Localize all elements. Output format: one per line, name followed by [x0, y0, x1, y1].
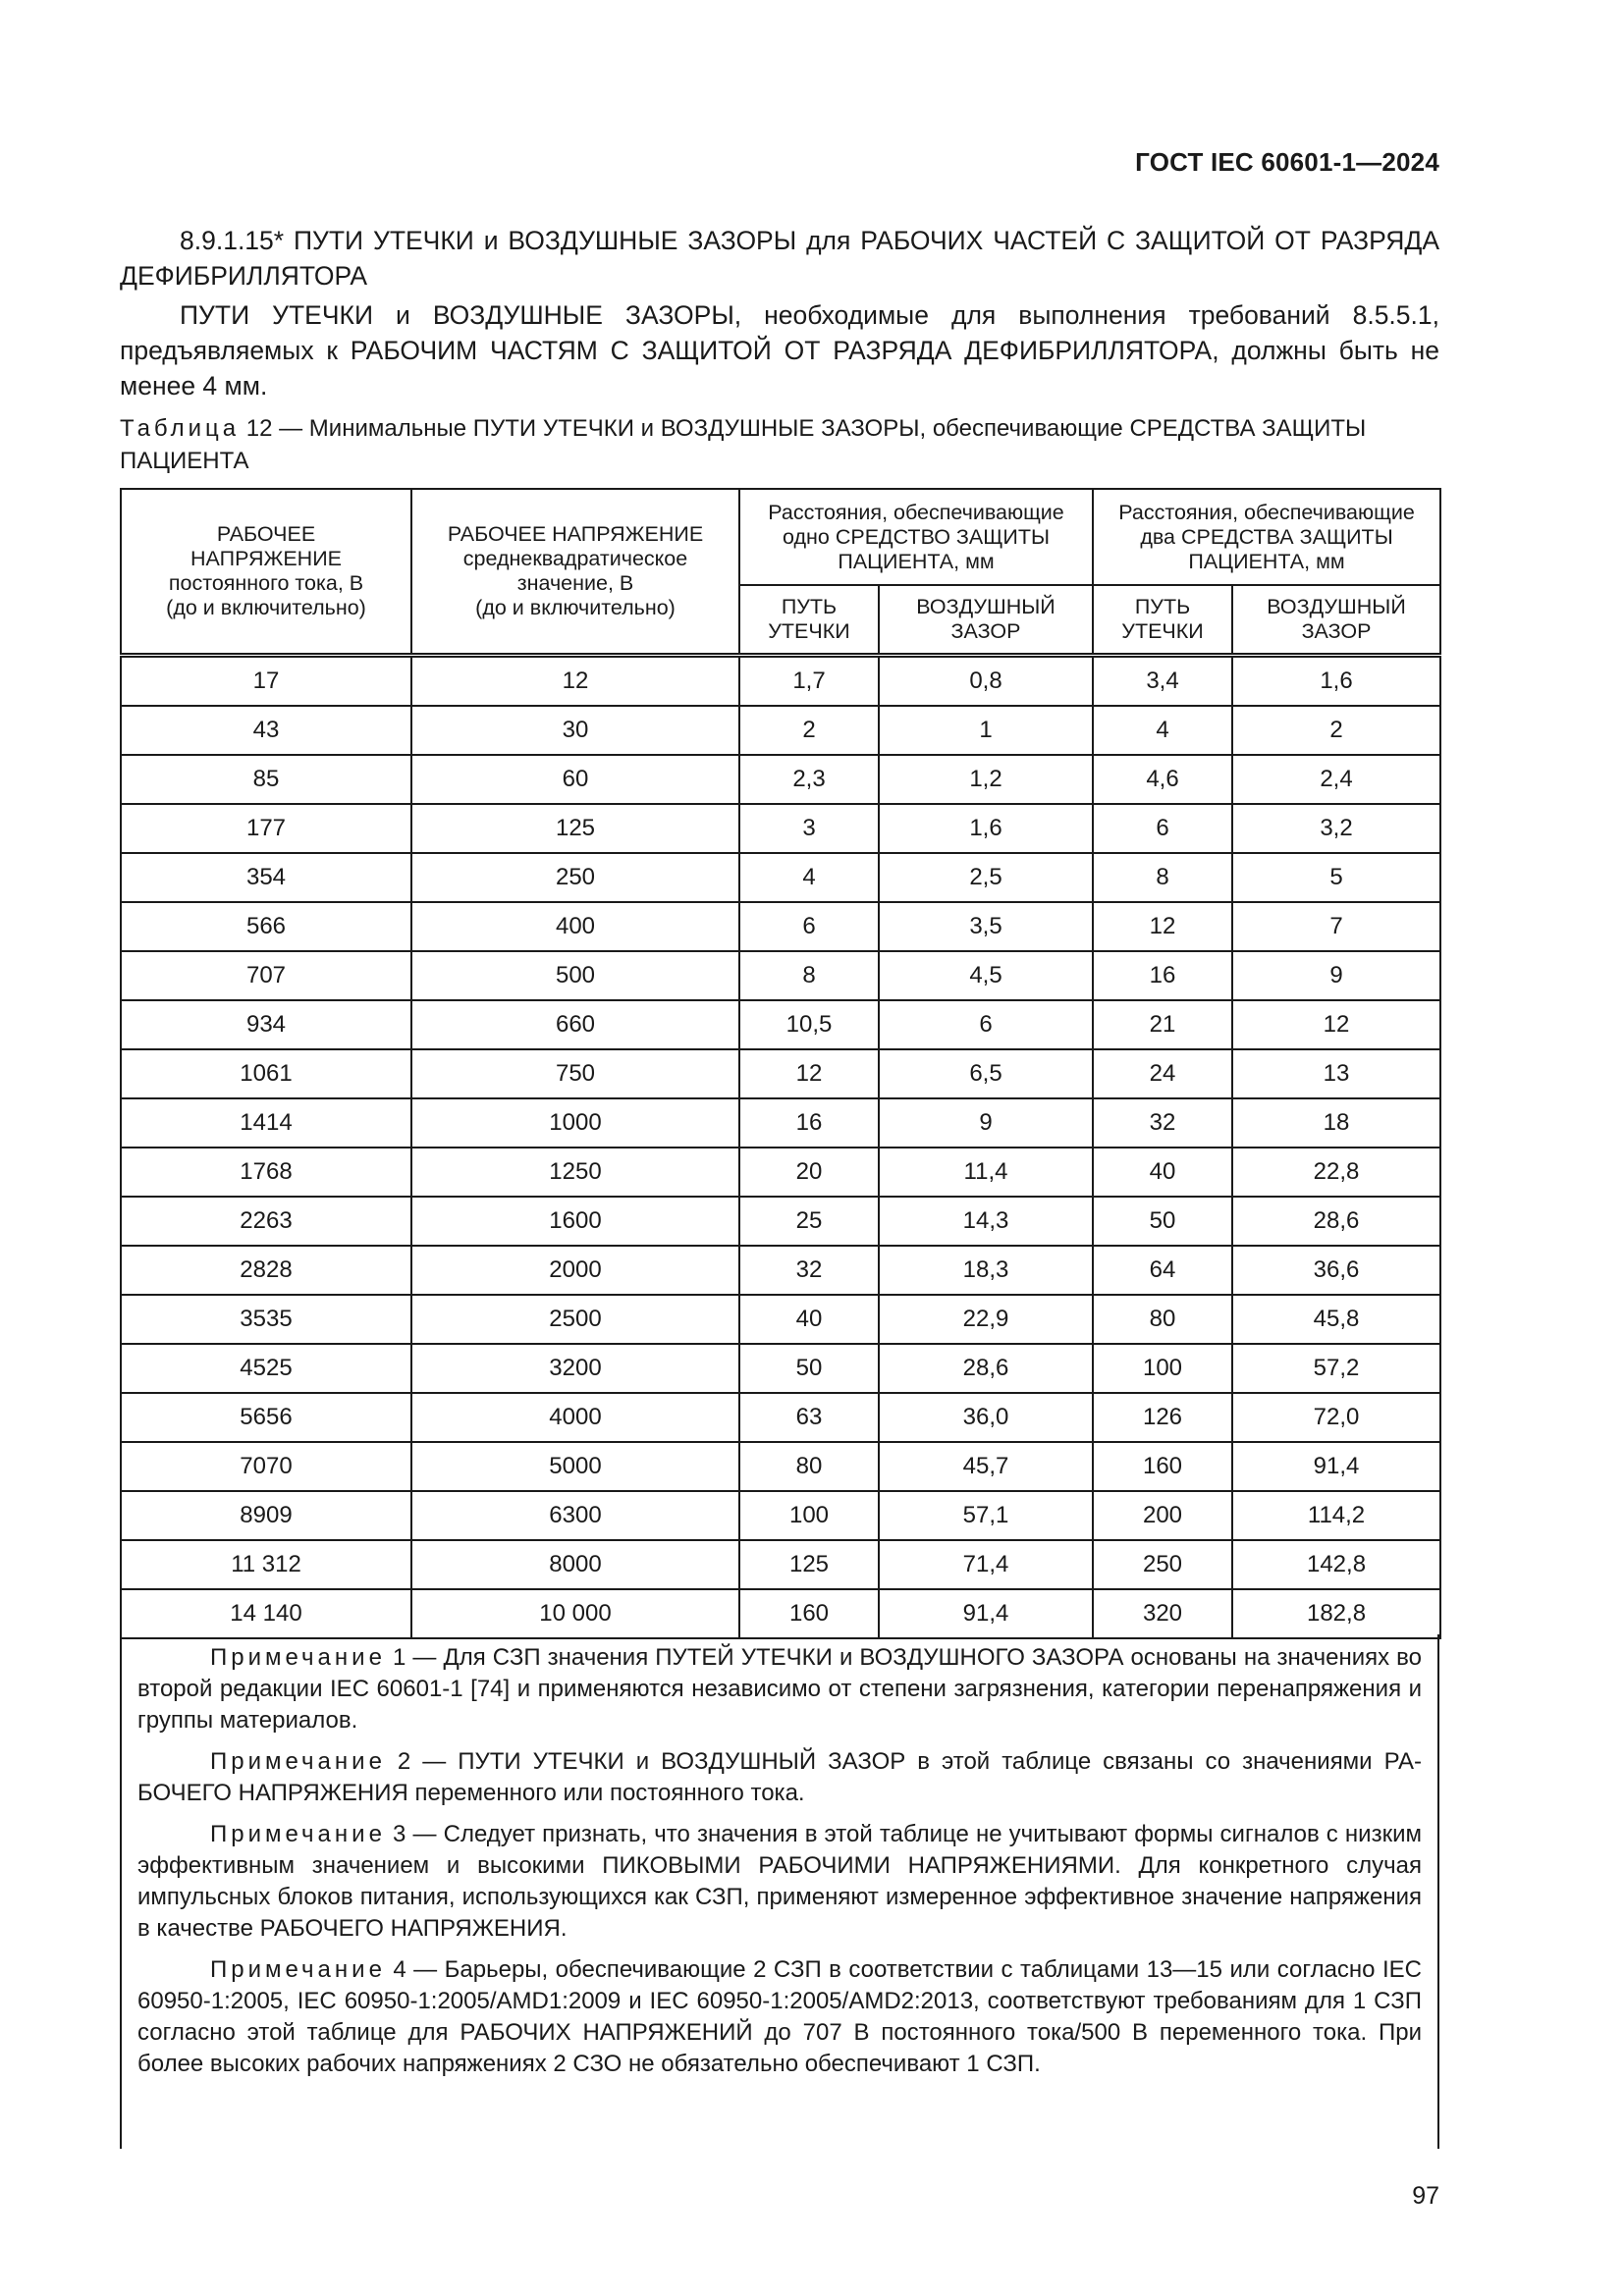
header-dc-voltage: РАБОЧЕЕ НАПРЯЖЕНИЕ постоянного тока, В (до и включительно) — [121, 489, 411, 656]
table-cell: 2,5 — [879, 853, 1093, 902]
table-cell: 22,9 — [879, 1295, 1093, 1344]
table-cell: 10,5 — [739, 1000, 879, 1049]
section-heading: 8.9.1.15* ПУТИ УТЕЧКИ и ВОЗДУШНЫЕ ЗАЗОРЫ для РАБОЧИХ ЧАСТЕЙ С ЗАЩИТОЙ ОТ РАЗРЯДА ДЕФИБРИЛЛЯТОРА — [120, 226, 1439, 291]
table-cell: 16 — [1093, 951, 1232, 1000]
table-cell: 2,3 — [739, 755, 879, 804]
table-cell: 11 312 — [121, 1540, 411, 1589]
page-number: 97 — [1412, 2182, 1439, 2210]
table-cell: 6 — [739, 902, 879, 951]
table-cell: 8909 — [121, 1491, 411, 1540]
table-cell: 6 — [879, 1000, 1093, 1049]
table-cell: 160 — [1093, 1442, 1232, 1491]
table-cell: 17 — [121, 656, 411, 707]
table-cell: 200 — [1093, 1491, 1232, 1540]
table-cell: 320 — [1093, 1589, 1232, 1638]
table-cell: 160 — [739, 1589, 879, 1638]
table-cell: 11,4 — [879, 1148, 1093, 1197]
table-cell: 707 — [121, 951, 411, 1000]
table-cell: 5000 — [411, 1442, 739, 1491]
table-row — [121, 1148, 1440, 1197]
table-row — [121, 1295, 1440, 1344]
table-cell: 40 — [739, 1295, 879, 1344]
table-cell: 5 — [1232, 853, 1440, 902]
table-cell: 2828 — [121, 1246, 411, 1295]
table-cell: 80 — [1093, 1295, 1232, 1344]
header-one-mopp: Расстояния, обеспечивающие одно СРЕДСТВО ЗАЩИТЫ ПАЦИЕНТА, мм — [739, 489, 1093, 585]
note-4: Примечание 4 — Барьеры, обеспечивающие 2 СЗП в соответствии с таблицами 13—15 или согласно IEC 60950-1:2005, IEC 60950-1:2005/AMD1:2009 и IEC 60950-1:2005/AMD2:2013, соответствуют требованиям для 1 СЗП согласно этой таблице для РАБОЧИХ НАПРЯЖЕНИЙ до 707 В постоянного тока/500 В переменного тока. При более высоких рабочих напряжениях 2 СЗО не обязательно обеспечивают 1 СЗП. — [137, 1956, 1422, 2077]
table-cell: 14 140 — [121, 1589, 411, 1638]
table-cell: 6,5 — [879, 1049, 1093, 1098]
table-cell: 3,2 — [1232, 804, 1440, 853]
table-cell: 1,6 — [1232, 656, 1440, 707]
table-row — [121, 1049, 1440, 1098]
table-cell: 1,2 — [879, 755, 1093, 804]
table-cell: 63 — [739, 1393, 879, 1442]
table-cell: 142,8 — [1232, 1540, 1440, 1589]
table-cell: 1,7 — [739, 656, 879, 707]
table-cell: 1061 — [121, 1049, 411, 1098]
table-row — [121, 853, 1440, 902]
table-cell: 28,6 — [879, 1344, 1093, 1393]
table-row — [121, 1000, 1440, 1049]
table-cell: 21 — [1093, 1000, 1232, 1049]
table-row — [121, 1197, 1440, 1246]
table-cell: 4 — [739, 853, 879, 902]
table-cell: 3 — [739, 804, 879, 853]
table-cell: 2500 — [411, 1295, 739, 1344]
table-row — [121, 951, 1440, 1000]
table-cell: 8 — [1093, 853, 1232, 902]
table-cell: 1250 — [411, 1148, 739, 1197]
table-cell: 22,8 — [1232, 1148, 1440, 1197]
table-cell: 1000 — [411, 1098, 739, 1148]
table-cell: 32 — [1093, 1098, 1232, 1148]
table-cell: 43 — [121, 706, 411, 755]
table-cell: 1600 — [411, 1197, 739, 1246]
table-cell: 16 — [739, 1098, 879, 1148]
section-body: ПУТИ УТЕЧКИ и ВОЗДУШНЫЕ ЗАЗОРЫ, необходимые для выполнения требований 8.5.5.1, предъявляемых к РАБОЧИМ ЧАСТЯМ С ЗАЩИТОЙ ОТ РАЗРЯДА ДЕФИБРИЛЛЯТОРА, должны быть не менее 4 мм. — [120, 300, 1439, 400]
table-cell: 32 — [739, 1246, 879, 1295]
table-cell: 4,6 — [1093, 755, 1232, 804]
table-cell: 114,2 — [1232, 1491, 1440, 1540]
table-cell: 100 — [739, 1491, 879, 1540]
table-cell: 1 — [879, 706, 1093, 755]
table-cell: 566 — [121, 902, 411, 951]
table-cell: 8 — [739, 951, 879, 1000]
table-cell: 60 — [411, 755, 739, 804]
table-cell: 125 — [739, 1540, 879, 1589]
table-cell: 2 — [1232, 706, 1440, 755]
table-cell: 3535 — [121, 1295, 411, 1344]
table-caption — [120, 412, 1439, 477]
table-cell: 126 — [1093, 1393, 1232, 1442]
table-cell: 4525 — [121, 1344, 411, 1393]
table-cell: 45,7 — [879, 1442, 1093, 1491]
section-text — [120, 223, 1439, 403]
table-cell: 30 — [411, 706, 739, 755]
table-cell: 5656 — [121, 1393, 411, 1442]
table-cell: 3,5 — [879, 902, 1093, 951]
table-row — [121, 755, 1440, 804]
document-code: ГОСТ IEC 60601-1—2024 — [1135, 147, 1439, 177]
table-cell: 50 — [739, 1344, 879, 1393]
table-cell: 2 — [739, 706, 879, 755]
table-row — [121, 902, 1440, 951]
table-cell: 50 — [1093, 1197, 1232, 1246]
table-cell: 2,4 — [1232, 755, 1440, 804]
table-cell: 85 — [121, 755, 411, 804]
table-cell: 6300 — [411, 1491, 739, 1540]
table-cell: 250 — [411, 853, 739, 902]
table-cell: 125 — [411, 804, 739, 853]
table-cell: 660 — [411, 1000, 739, 1049]
table-cell: 12 — [411, 656, 739, 707]
table-cell: 12 — [1232, 1000, 1440, 1049]
table-row — [121, 1344, 1440, 1393]
table-cell: 57,2 — [1232, 1344, 1440, 1393]
table-cell: 177 — [121, 804, 411, 853]
table-cell: 1,6 — [879, 804, 1093, 853]
table-caption-text: 12 — Минимальные ПУТИ УТЕЧКИ и ВОЗДУШНЫЕ ЗАЗОРЫ, обеспечивающие СРЕДСТВА ЗАЩИТЫ ПАЦИЕНТА — [120, 415, 1367, 474]
table-cell: 91,4 — [879, 1589, 1093, 1638]
table-cell: 9 — [1232, 951, 1440, 1000]
table-cell: 25 — [739, 1197, 879, 1246]
table-cell: 934 — [121, 1000, 411, 1049]
table-row — [121, 706, 1440, 755]
table-cell: 20 — [739, 1148, 879, 1197]
table-cell: 28,6 — [1232, 1197, 1440, 1246]
header-creepage-one: ПУТЬ УТЕЧКИ — [739, 585, 879, 656]
table-cell: 1768 — [121, 1148, 411, 1197]
table-row — [121, 1098, 1440, 1148]
table-cell: 36,6 — [1232, 1246, 1440, 1295]
table-cell: 71,4 — [879, 1540, 1093, 1589]
table-cell: 91,4 — [1232, 1442, 1440, 1491]
table-cell: 400 — [411, 902, 739, 951]
table-cell: 80 — [739, 1442, 879, 1491]
table-cell: 4 — [1093, 706, 1232, 755]
table-cell: 0,8 — [879, 656, 1093, 707]
table-cell: 7070 — [121, 1442, 411, 1491]
table-cell: 2000 — [411, 1246, 739, 1295]
table-cell: 36,0 — [879, 1393, 1093, 1442]
table-cell: 500 — [411, 951, 739, 1000]
header-clearance-one: ВОЗДУШНЫЙ ЗАЗОР — [879, 585, 1093, 656]
table-cell: 3200 — [411, 1344, 739, 1393]
clearance-table — [120, 488, 1441, 1639]
table-row — [121, 1246, 1440, 1295]
table-cell: 4000 — [411, 1393, 739, 1442]
table-cell: 13 — [1232, 1049, 1440, 1098]
table-cell: 750 — [411, 1049, 739, 1098]
table-cell: 12 — [739, 1049, 879, 1098]
table-row — [121, 804, 1440, 853]
table-cell: 1414 — [121, 1098, 411, 1148]
table-cell: 10 000 — [411, 1589, 739, 1638]
table-cell: 24 — [1093, 1049, 1232, 1098]
table-row — [121, 1540, 1440, 1589]
table-cell: 57,1 — [879, 1491, 1093, 1540]
table-cell: 7 — [1232, 902, 1440, 951]
table-cell: 8000 — [411, 1540, 739, 1589]
table-caption-label: Таблица — [120, 415, 241, 442]
table-cell: 3,4 — [1093, 656, 1232, 707]
table-row — [121, 1442, 1440, 1491]
table-cell: 354 — [121, 853, 411, 902]
table-cell: 45,8 — [1232, 1295, 1440, 1344]
table-cell: 2263 — [121, 1197, 411, 1246]
table-row — [121, 656, 1440, 707]
header-clearance-two: ВОЗДУШНЫЙ ЗАЗОР — [1232, 585, 1440, 656]
table-cell: 100 — [1093, 1344, 1232, 1393]
table-row — [121, 1491, 1440, 1540]
header-two-mopp: Расстояния, обеспечивающие два СРЕДСТВА ЗАЩИТЫ ПАЦИЕНТА, мм — [1093, 489, 1440, 585]
note-2: Примечание 2 — ПУТИ УТЕЧКИ и ВОЗДУШНЫЙ ЗАЗОР в этой таблице связаны со значениями РАБОЧЕГО НАПРЯЖЕНИЯ переменного или постоянного тока. — [137, 1748, 1422, 1806]
table-row — [121, 1589, 1440, 1638]
table-cell: 182,8 — [1232, 1589, 1440, 1638]
note-1: Примечание 1 — Для СЗП значения ПУТЕЙ УТЕЧКИ и ВОЗДУШНОГО ЗАЗОРА основаны на значениях во второй редакции IEC 60601-1 [74] и применяются независимо от степени загрязнения, категории перенапряжения и группы материалов. — [137, 1644, 1422, 1734]
table-cell: 12 — [1093, 902, 1232, 951]
table-cell: 250 — [1093, 1540, 1232, 1589]
table-cell: 9 — [879, 1098, 1093, 1148]
table-row — [121, 1393, 1440, 1442]
header-creepage-two: ПУТЬ УТЕЧКИ — [1093, 585, 1232, 656]
table-cell: 40 — [1093, 1148, 1232, 1197]
table-cell: 18 — [1232, 1098, 1440, 1148]
table-body — [121, 656, 1440, 1639]
table-cell: 64 — [1093, 1246, 1232, 1295]
table-cell: 18,3 — [879, 1246, 1093, 1295]
header-rms-voltage: РАБОЧЕЕ НАПРЯЖЕНИЕ среднеквадратическое значение, В (до и включительно) — [411, 489, 739, 656]
table-cell: 6 — [1093, 804, 1232, 853]
table-notes — [120, 1634, 1439, 2149]
table-cell: 4,5 — [879, 951, 1093, 1000]
note-3: Примечание 3 — Следует признать, что значения в этой таблице не учитывают формы сигналов с низким эффективным значением и высокими ПИКОВЫМИ РАБОЧИМИ НАПРЯЖЕНИЯМИ. Для конкретного случая импульсных блоков питания, использующихся как СЗП, применяют измеренное эффективное значение напряжения в качестве РАБОЧЕГО НАПРЯЖЕНИЯ. — [137, 1821, 1422, 1942]
table-cell: 72,0 — [1232, 1393, 1440, 1442]
table-cell: 14,3 — [879, 1197, 1093, 1246]
